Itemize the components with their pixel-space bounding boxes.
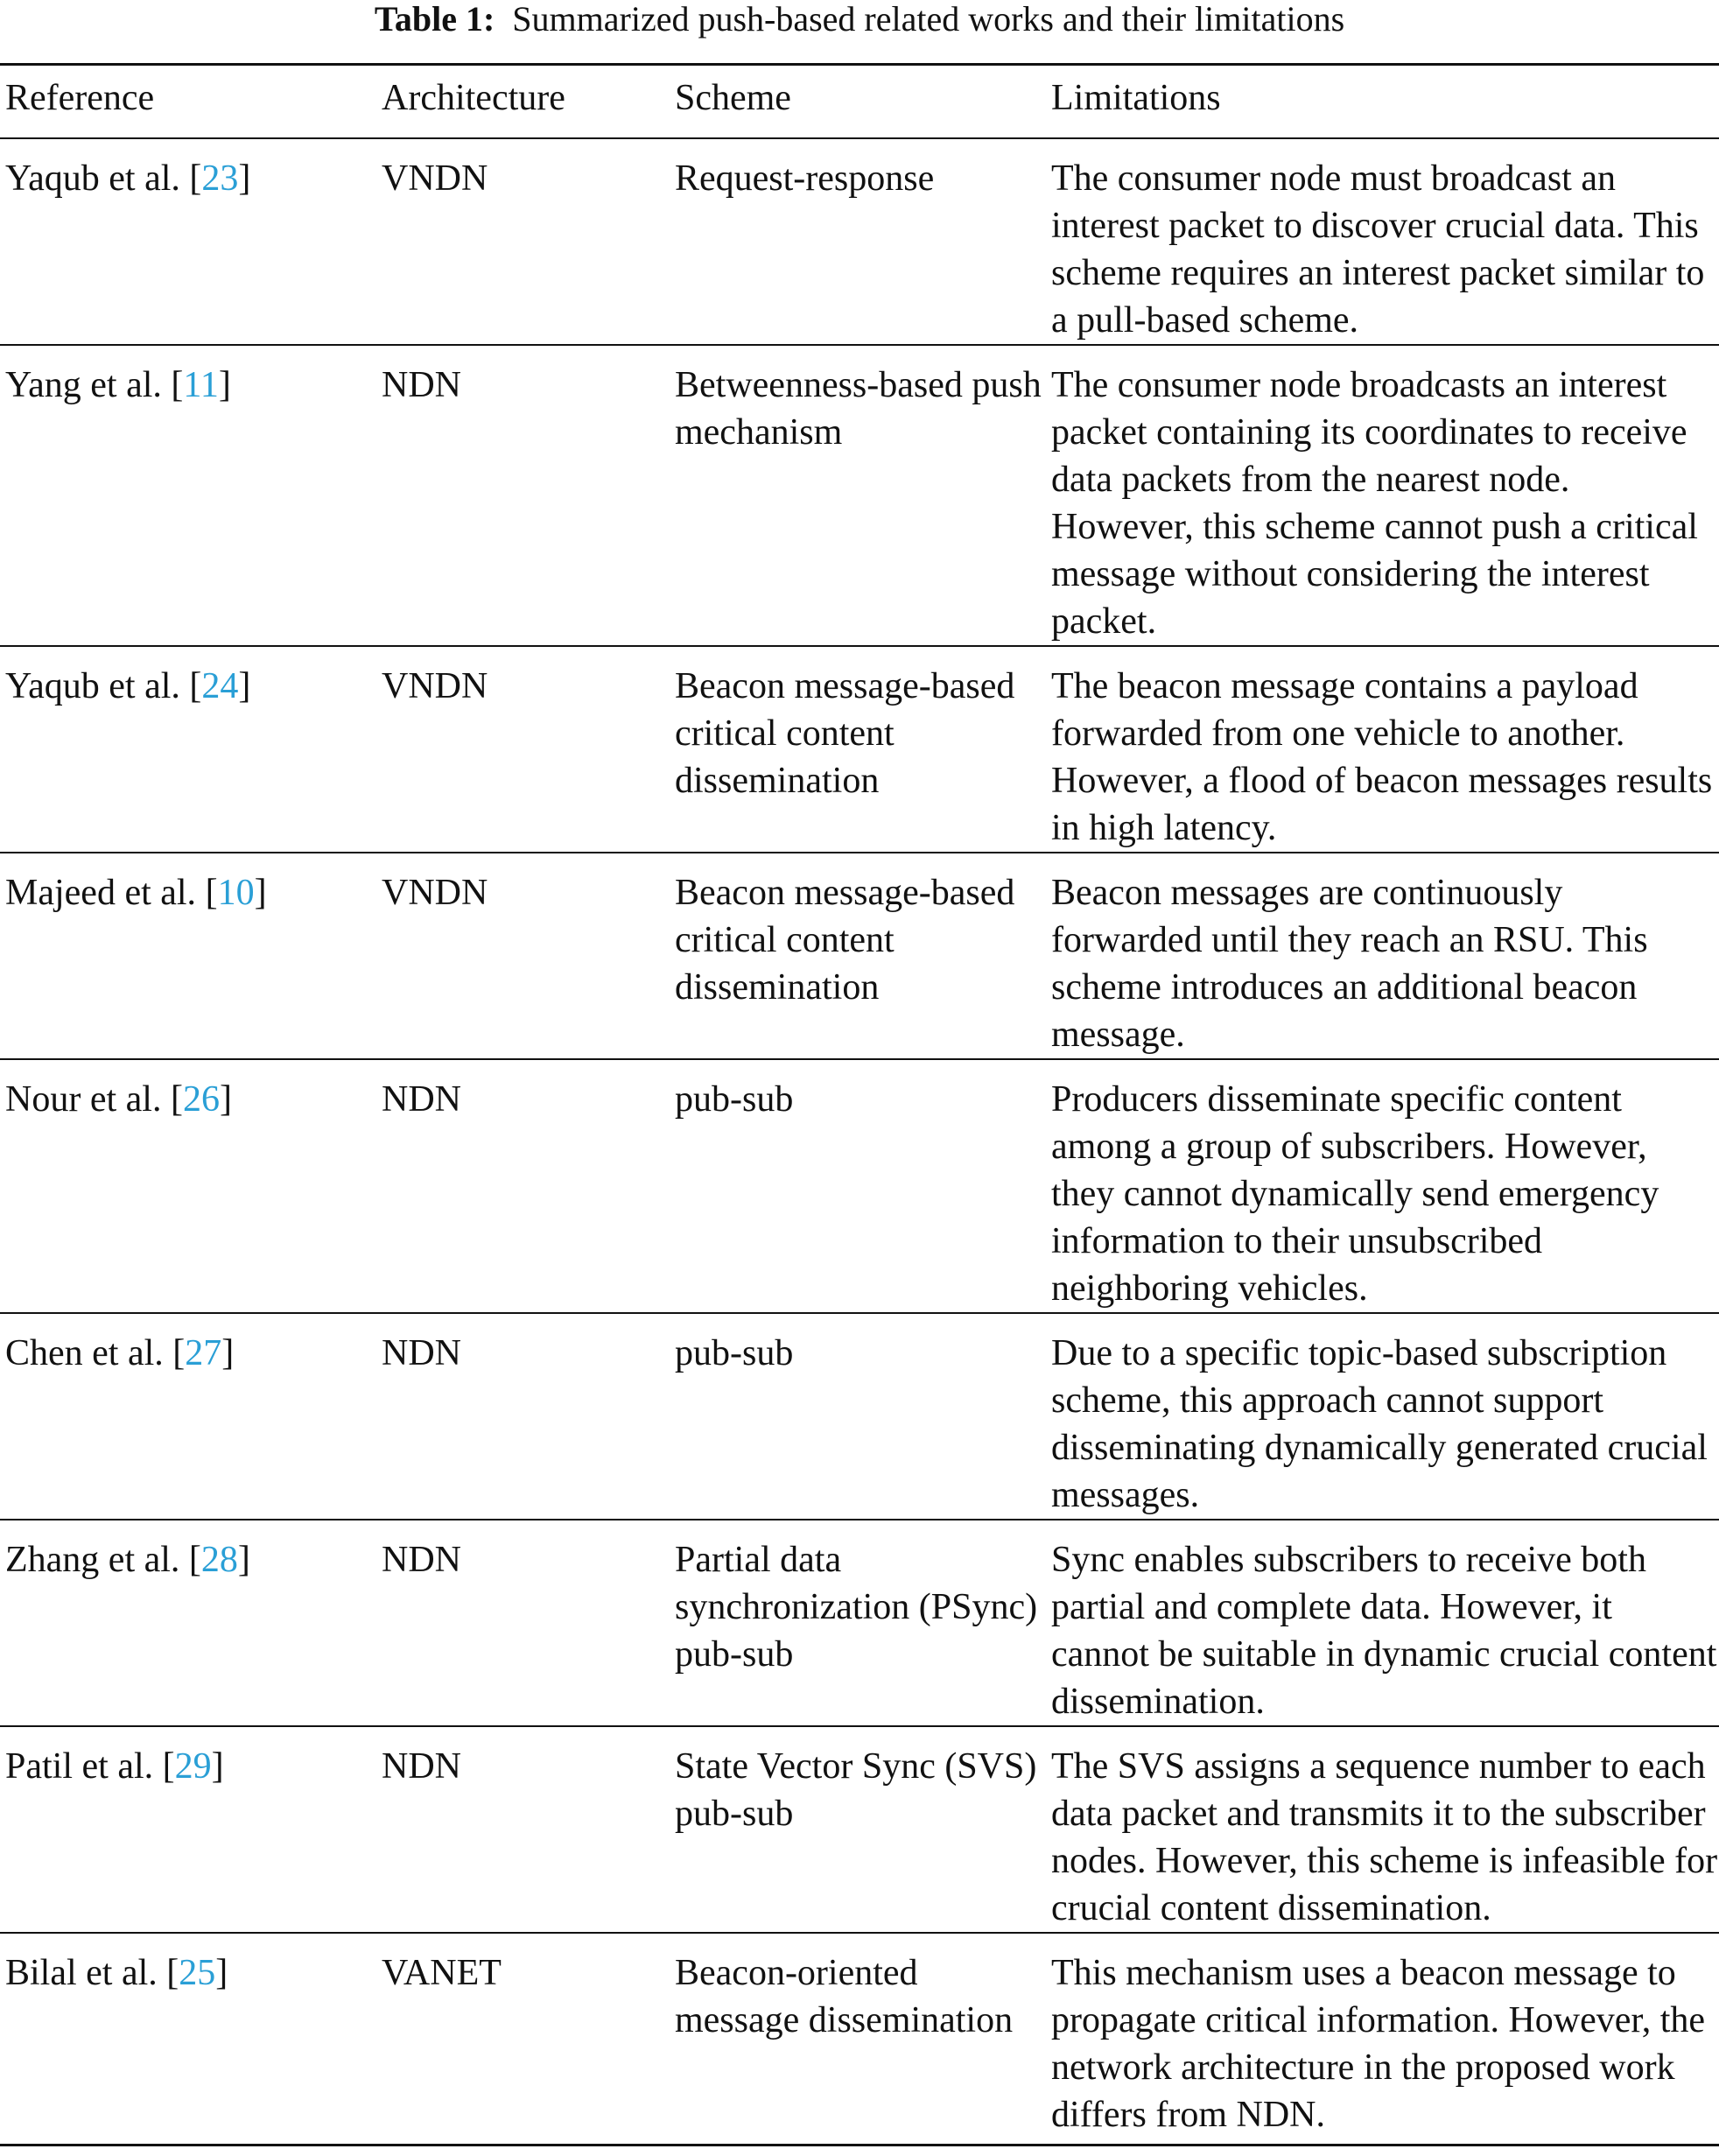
author: Chen et al. (5, 1333, 164, 1373)
header-row (0, 65, 1719, 139)
author: Zhang et al. (5, 1540, 180, 1580)
architecture-cell: NDN (376, 1313, 670, 1520)
reference-cell: Yaqub et al. [23] (0, 138, 376, 345)
scheme-cell: Partial data synchronization (PSync) pub-sub (670, 1520, 1046, 1726)
architecture-cell: NDN (376, 1059, 670, 1313)
architecture-cell: VNDN (376, 138, 670, 345)
header-limitations: Limitations (1046, 65, 1719, 139)
scheme-cell: pub-sub (670, 1313, 1046, 1520)
citation-link[interactable]: 26 (182, 1079, 220, 1120)
limitations-cell: The SVS assigns a sequence number to each data packet and transmits it to the subscriber nodes. However, this scheme is infeasible for crucial content dissemination. (1046, 1726, 1719, 1933)
reference-cell: Chen et al. [27] (0, 1313, 376, 1520)
limitations-cell: Sync enables subscribers to receive both partial and complete data. However, it cannot be suitable in dynamic crucial content dissemination. (1046, 1520, 1719, 1726)
scheme-cell: Request-response (670, 138, 1046, 345)
scheme-cell: Beacon-oriented message dissemination (670, 1933, 1046, 2145)
reference-cell: Zhang et al. [28] (0, 1520, 376, 1726)
reference-cell: Yang et al. [11] (0, 345, 376, 646)
architecture-cell: VNDN (376, 853, 670, 1059)
citation-link[interactable]: 23 (201, 158, 239, 199)
author: Bilal et al. (5, 1953, 158, 1993)
caption-label: Table 1: (374, 0, 495, 39)
author: Patil et al. (5, 1746, 154, 1787)
author: Yaqub et al. (5, 158, 180, 199)
reference-cell: Bilal et al. [25] (0, 1933, 376, 2145)
architecture-cell: NDN (376, 1520, 670, 1726)
table-row (0, 1933, 1719, 2145)
header-architecture: Architecture (376, 65, 670, 139)
table-row (0, 1313, 1719, 1520)
architecture-cell: VNDN (376, 646, 670, 853)
reference-cell: Nour et al. [26] (0, 1059, 376, 1313)
limitations-cell: Beacon messages are continuously forwarded until they reach an RSU. This scheme introduces an additional beacon message. (1046, 853, 1719, 1059)
reference-cell: Patil et al. [29] (0, 1726, 376, 1933)
author: Nour et al. (5, 1079, 162, 1120)
architecture-cell: NDN (376, 1726, 670, 1933)
limitations-cell: The consumer node broadcasts an interest packet containing its coordinates to receive data packets from the nearest node. However, this scheme cannot push a critical message without considering the interest packet. (1046, 345, 1719, 646)
table-row (0, 646, 1719, 853)
citation-link[interactable]: 29 (174, 1746, 212, 1787)
table-row (0, 1726, 1719, 1933)
reference-cell: Yaqub et al. [24] (0, 646, 376, 853)
author: Yaqub et al. (5, 666, 180, 706)
author: Majeed et al. (5, 873, 197, 913)
header-scheme: Scheme (670, 65, 1046, 139)
scheme-cell: pub-sub (670, 1059, 1046, 1313)
author: Yang et al. (5, 365, 162, 405)
limitations-cell: Due to a specific topic-based subscription scheme, this approach cannot support disseminating dynamically generated crucial messages. (1046, 1313, 1719, 1520)
related-works-table (0, 63, 1719, 2146)
citation-link[interactable]: 25 (179, 1953, 216, 1993)
table-row (0, 345, 1719, 646)
citation-link[interactable]: 28 (200, 1540, 238, 1580)
table-caption (0, 0, 1719, 40)
citation-link[interactable]: 27 (185, 1333, 222, 1373)
citation-link[interactable]: 11 (183, 365, 219, 405)
scheme-cell: Betweenness-based push mechanism (670, 345, 1046, 646)
reference-cell: Majeed et al. [10] (0, 853, 376, 1059)
citation-link[interactable]: 24 (201, 666, 239, 706)
table-row (0, 1059, 1719, 1313)
scheme-cell: Beacon message-based critical content dissemination (670, 853, 1046, 1059)
limitations-cell: The beacon message contains a payload forwarded from one vehicle to another. However, a flood of beacon messages results in high latency. (1046, 646, 1719, 853)
table-row (0, 1520, 1719, 1726)
citation-link[interactable]: 10 (217, 873, 255, 913)
architecture-cell: NDN (376, 345, 670, 646)
header-reference: Reference (0, 65, 376, 139)
table-row (0, 138, 1719, 345)
scheme-cell: Beacon message-based critical content dissemination (670, 646, 1046, 853)
limitations-cell: This mechanism uses a beacon message to propagate critical information. However, the network architecture in the proposed work differs from NDN. (1046, 1933, 1719, 2145)
architecture-cell: VANET (376, 1933, 670, 2145)
limitations-cell: Producers disseminate specific content among a group of subscribers. However, they cannot dynamically send emergency information to their unsubscribed neighboring vehicles. (1046, 1059, 1719, 1313)
limitations-cell: The consumer node must broadcast an interest packet to discover crucial data. This scheme requires an interest packet similar to a pull-based scheme. (1046, 138, 1719, 345)
scheme-cell: State Vector Sync (SVS) pub-sub (670, 1726, 1046, 1933)
table-row (0, 853, 1719, 1059)
caption-text: Summarized push-based related works and their limitations (512, 0, 1345, 39)
